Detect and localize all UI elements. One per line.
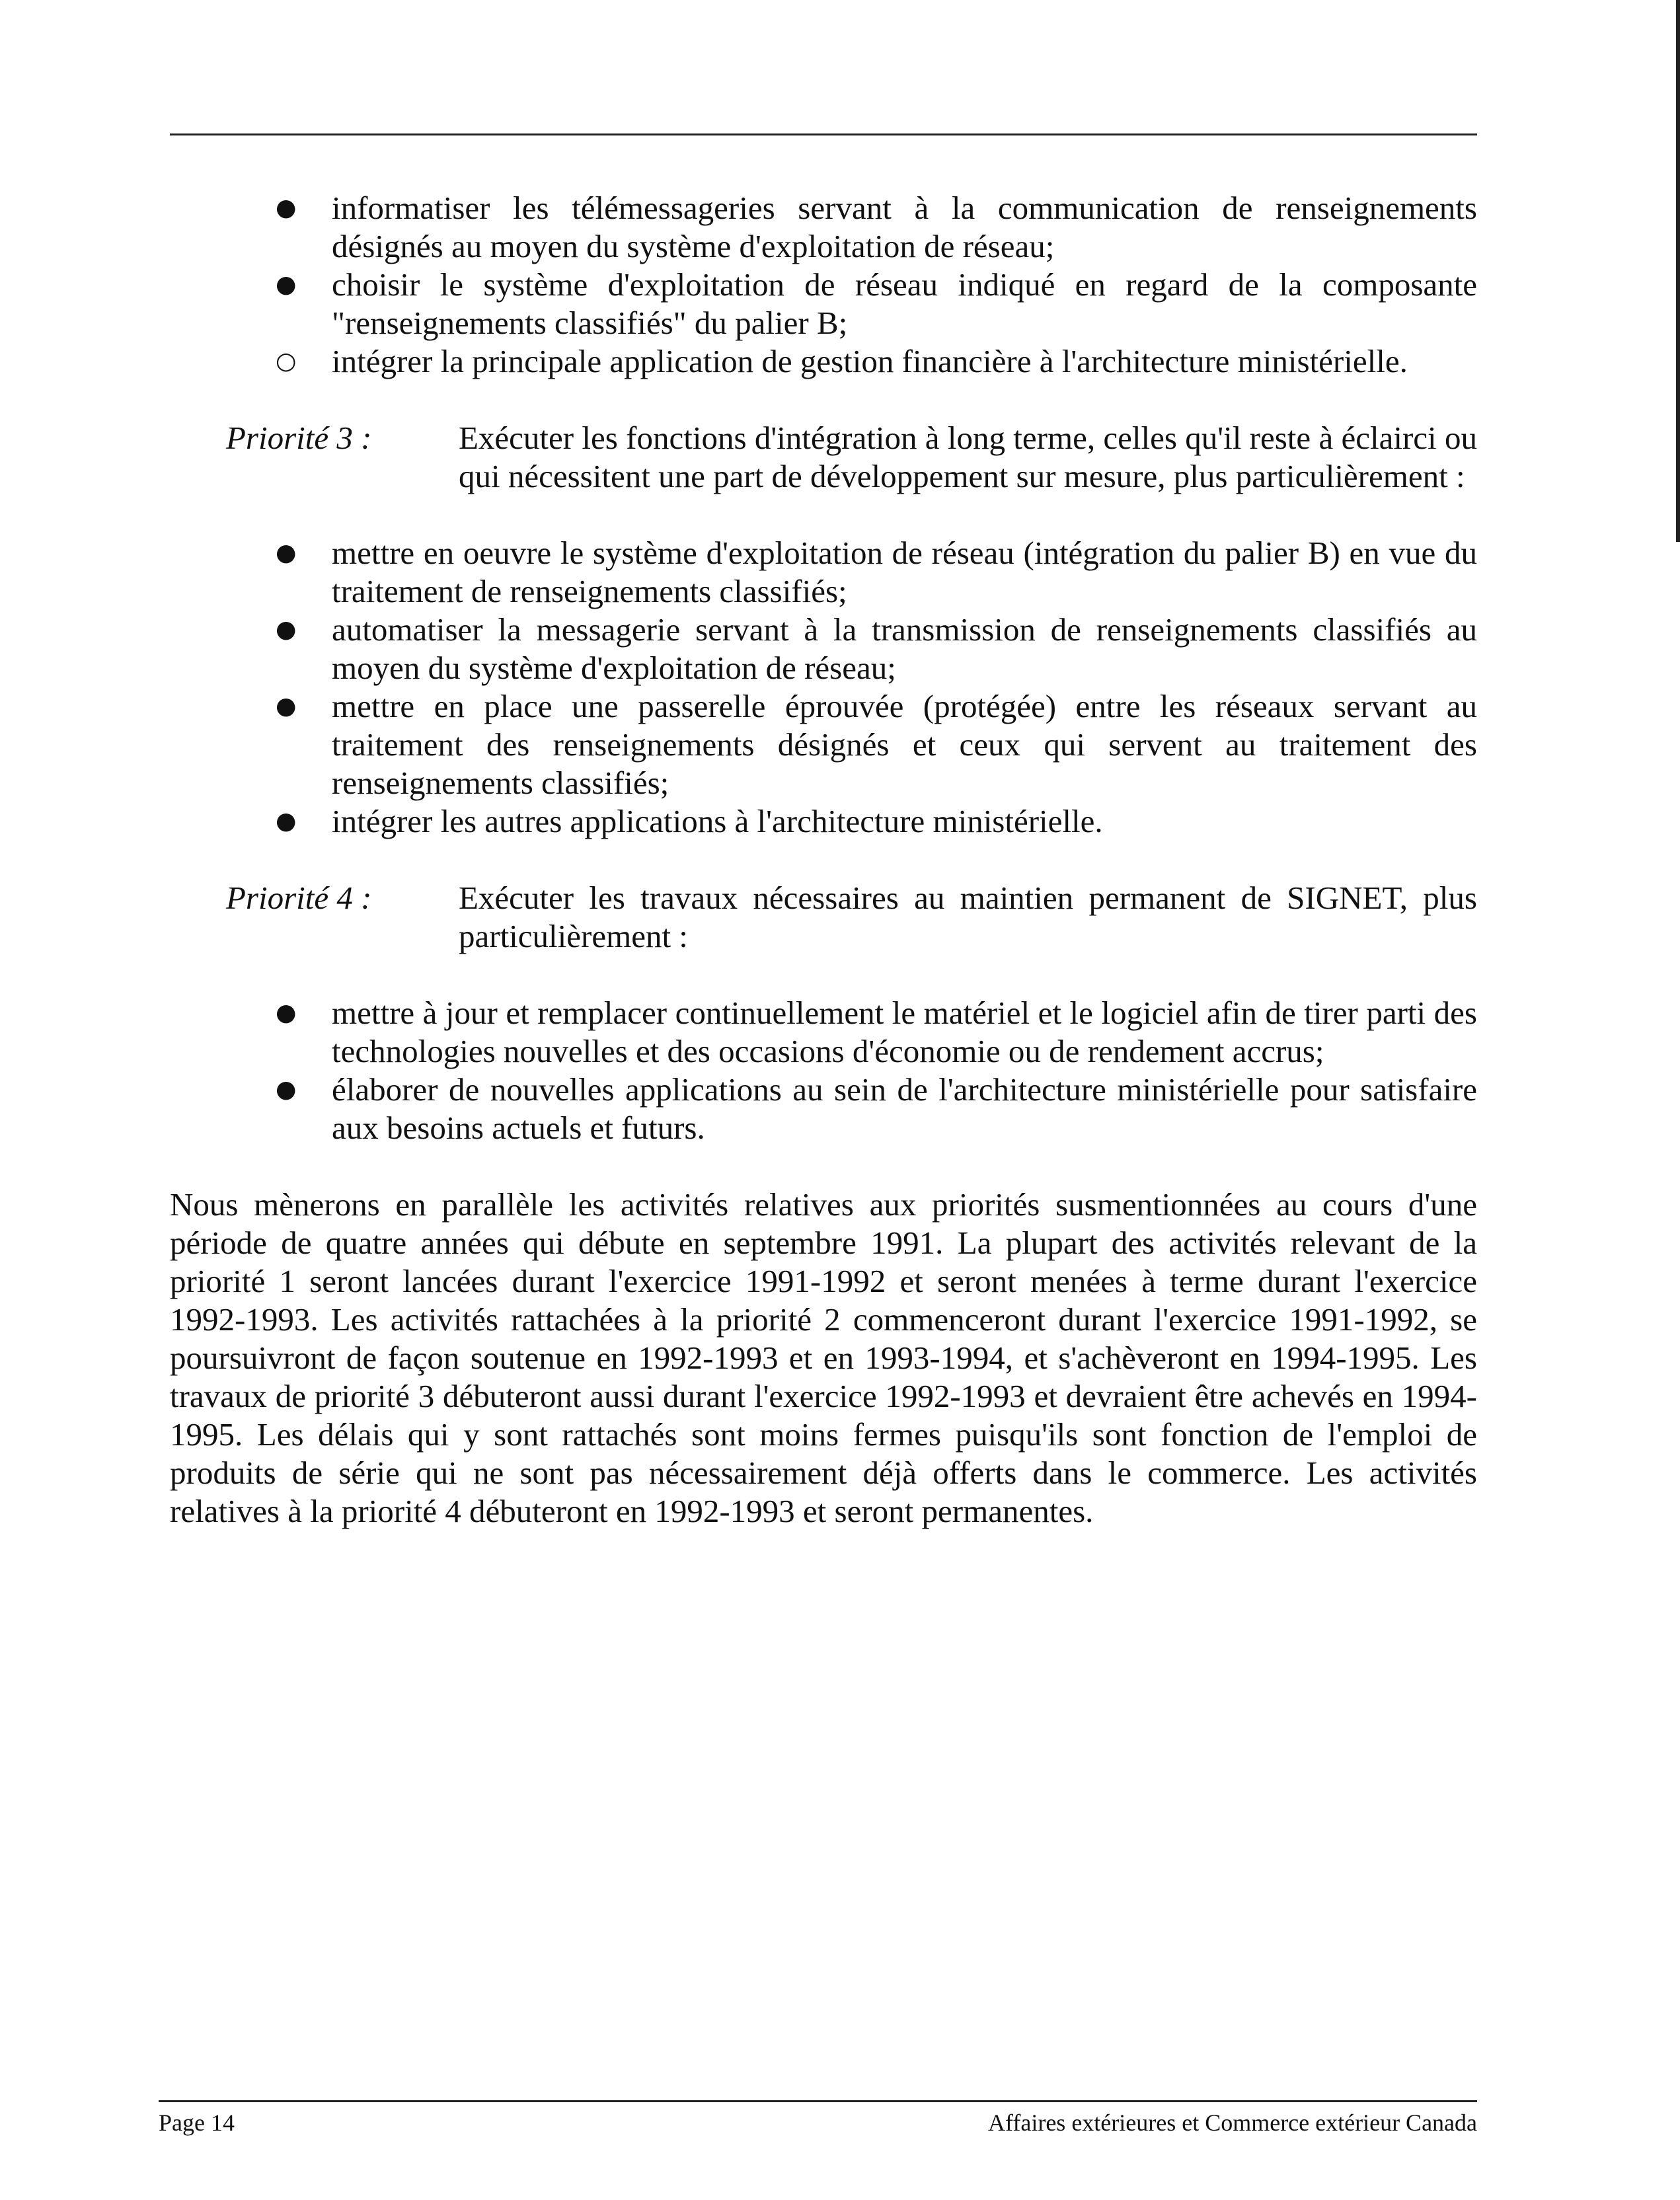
list-item-text: élaborer de nouvelles applications au sein de l'architecture ministérielle pour satisfaire aux besoins actuels et futurs. <box>332 1071 1477 1146</box>
list-item <box>170 994 1477 1071</box>
priority-4 <box>170 879 1477 956</box>
page-number: Page 14 <box>159 2109 235 2136</box>
list-item-text: intégrer la principale application de gestion financière à l'architecture ministérielle. <box>332 343 1408 379</box>
list-item-text: mettre à jour et remplacer continuellement le matériel et le logiciel afin de tirer parti des technologies nouvelles et des occasions d'économie ou de rendement accrus; <box>332 995 1477 1069</box>
priority-label: Priorité 3 : <box>226 420 372 456</box>
list-item <box>170 611 1477 687</box>
priority-text: Exécuter les travaux nécessaires au maintien permanent de SIGNET, plus particulièrement : <box>459 880 1477 954</box>
list-item-text: mettre en place une passerelle éprouvée (protégée) entre les réseaux servant au traitement des renseignements désignés et ceux qui servent au traitement des renseignements classifiés; <box>332 688 1477 801</box>
bullet-list-top <box>170 189 1477 381</box>
page-body <box>170 189 1477 1531</box>
footer-department: Affaires extérieures et Commerce extérieur Canada <box>988 2109 1477 2136</box>
header-rule <box>170 133 1477 135</box>
bullet-icon: ● <box>276 808 297 835</box>
list-item-text: informatiser les télémessageries servant à la communication de renseignements désignés au moyen du système d'exploitation de réseau; <box>332 190 1477 264</box>
list-item-text: intégrer les autres applications à l'architecture ministérielle. <box>332 803 1103 839</box>
list-item-text: mettre en oeuvre le système d'exploitation de réseau (intégration du palier B) en vue du traitement de renseignements classifiés; <box>332 535 1477 609</box>
list-item <box>170 342 1477 381</box>
bullet-icon: ○ <box>276 348 297 375</box>
list-item <box>170 266 1477 342</box>
bullet-icon: ● <box>276 194 297 221</box>
bullet-list-priority-3 <box>170 534 1477 841</box>
bullet-icon: ● <box>276 539 297 566</box>
list-item <box>170 1071 1477 1147</box>
bullet-icon: ● <box>276 271 297 298</box>
list-item <box>170 189 1477 266</box>
bullet-icon: ● <box>276 693 297 720</box>
priority-text: Exécuter les fonctions d'intégration à long terme, celles qu'il reste à éclairci ou qui nécessitent une part de développement sur mesure, plus particulièrement : <box>459 420 1477 494</box>
list-item <box>170 802 1477 841</box>
bullet-list-priority-4 <box>170 994 1477 1147</box>
priority-3 <box>170 419 1477 496</box>
bullet-icon: ● <box>276 616 297 643</box>
body-paragraph: Nous mènerons en parallèle les activités relatives aux priorités susmentionnées au cours d'une période de quatre années qui débute en septembre 1991. La plupart des activités relevant de la priorité 1 seront lancées durant l'exercice 1991-1992 et seront menées à terme durant l'exercice 1992-1993. Les activités rattachées à la priorité 2 commenceront durant l'exercice 1991-1992, se poursuivront de façon soutenue en 1992-1993 et en 1993-1994, et s'achèveront en 1994-1995. Les travaux de priorité 3 débuteront aussi durant l'exercice 1992-1993 et devraient être achevés en 1994-1995. Les délais qui y sont rattachés sont moins fermes puisqu'ils sont fonction de l'emploi de produits de série qui ne sont pas nécessairement déjà offerts dans le commerce. Les activités relatives à la priorité 4 débuteront en 1992-1993 et seront permanentes. <box>170 1186 1477 1529</box>
footer-rule <box>159 2100 1477 2102</box>
bullet-icon: ● <box>276 1076 297 1103</box>
priority-label: Priorité 4 : <box>226 880 372 916</box>
bullet-icon: ● <box>276 999 297 1026</box>
list-item-text: choisir le système d'exploitation de réseau indiqué en regard de la composante "renseignements classifiés" du palier B; <box>332 266 1477 341</box>
list-item <box>170 687 1477 802</box>
list-item-text: automatiser la messagerie servant à la transmission de renseignements classifiés au moyen du système d'exploitation de réseau; <box>332 611 1477 686</box>
list-item <box>170 534 1477 611</box>
scan-edge-mark <box>1676 0 1680 542</box>
